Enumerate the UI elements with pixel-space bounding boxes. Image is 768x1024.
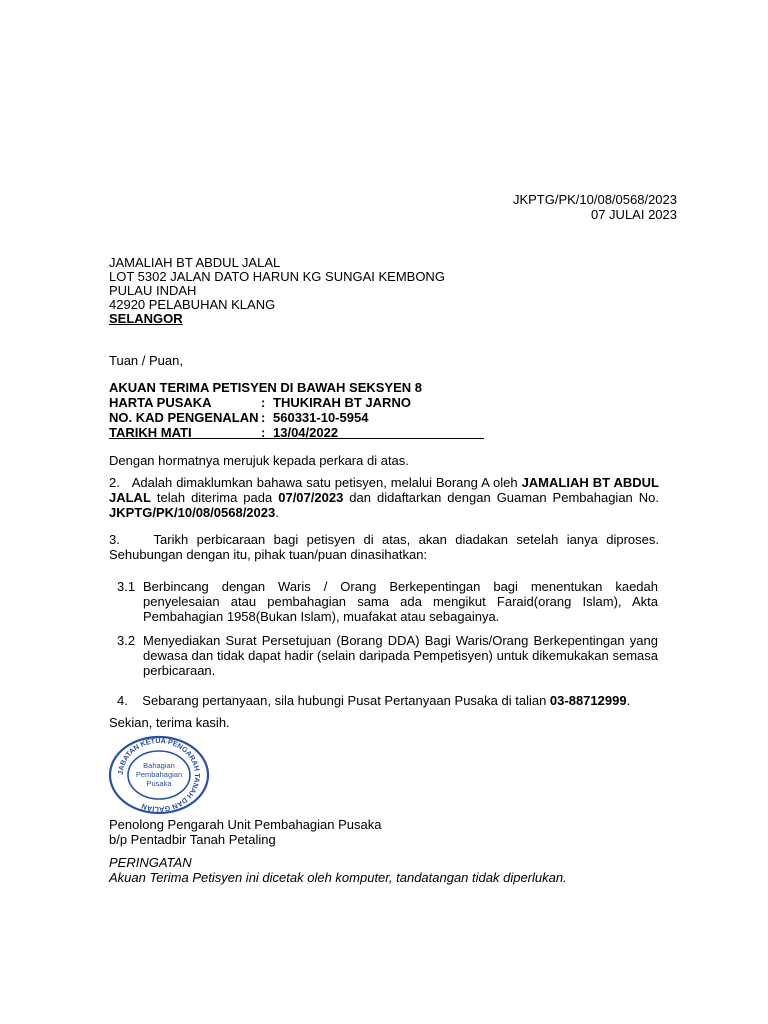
subject-colon: : xyxy=(261,410,266,425)
subject-row xyxy=(109,410,489,425)
address-line-2: PULAU INDAH xyxy=(109,283,197,298)
item-number: 3.1 xyxy=(117,579,136,594)
stamp-line-3: Pusaka xyxy=(146,779,172,788)
petitioner-name: JAMALIAH BT ABDUL JALAL xyxy=(109,475,659,505)
subject-value: THUKIRAH BT JARNO xyxy=(273,395,411,410)
paragraph-text: Adalah dimaklumkan bahawa satu petisyen, melalui Borang A oleh xyxy=(131,475,522,490)
paragraph-1: Dengan hormatnya merujuk kepada perkara di atas. xyxy=(109,453,409,468)
paragraph-text: . xyxy=(626,693,631,708)
subject-label: NO. KAD PENGENALAN xyxy=(109,410,259,425)
subject-value: 13/04/2022 xyxy=(273,425,339,440)
phone-number: 03-88712999 xyxy=(549,693,627,708)
address-line-1: LOT 5302 JALAN DATO HARUN KG SUNGAI KEMBONG xyxy=(109,269,445,284)
address-state: SELANGOR xyxy=(109,311,183,326)
paragraph-number: 4. xyxy=(117,693,128,708)
subject-label: TARIKH MATI xyxy=(109,425,192,440)
address-line-3: 42920 PELABUHAN KLANG xyxy=(109,297,276,312)
list-item xyxy=(117,633,658,678)
subject-value: 560331-10-5954 xyxy=(273,410,369,425)
paragraph-text: telah diterima pada xyxy=(150,490,279,505)
reference-number: JKPTG/PK/10/08/0568/2023 xyxy=(512,192,677,207)
reference-block xyxy=(400,192,677,222)
paragraph-text: dan didaftarkan dengan Guaman Pembahagian No. xyxy=(343,490,659,505)
subject-label: HARTA PUSAKA xyxy=(109,395,212,410)
subject-title: AKUAN TERIMA PETISYEN DI BAWAH SEKSYEN 8 xyxy=(109,380,423,395)
reminder-title: PERINGATAN xyxy=(109,855,192,870)
paragraph-number: 3. xyxy=(109,532,120,547)
subject-row xyxy=(109,395,489,410)
signature-block xyxy=(109,817,381,847)
stamp-line-1: Bahagian xyxy=(143,761,175,770)
item-number: 3.2 xyxy=(117,633,136,648)
department-stamp xyxy=(108,735,210,815)
subject-colon: : xyxy=(261,425,266,440)
item-text: Menyediakan Surat Persetujuan (Borang DDA) Bagi Waris/Orang Berkepentingan yang dewasa dan tidak dapat hadir (selain daripada Pempetisyen) untuk dikemukakan semasa perbicaraan. xyxy=(143,633,658,678)
reminder-note xyxy=(109,855,567,885)
reminder-text: Akuan Terima Petisyen ini dicetak oleh komputer, tandatangan tidak diperlukan. xyxy=(109,870,567,885)
recipient-address xyxy=(109,255,445,325)
closing-line: Sekian, terima kasih. xyxy=(109,715,230,730)
item-text: Berbincang dengan Waris / Orang Berkepentingan bagi menentukan kaedah penyelesaian atau pembahagian sama ada mengikut Faraid(orang Islam), Akta Pembahagian 1958(Bukan Islam), muafakat atau sebagainya. xyxy=(143,579,658,624)
subject-colon: : xyxy=(261,395,266,410)
stamp-ring-text: JABATAN KETUA PENGARAH TANAH DAN GALIAN xyxy=(115,735,203,815)
subject-block xyxy=(109,380,489,440)
salutation: Tuan / Puan, xyxy=(109,353,183,368)
list-item xyxy=(117,579,658,624)
received-date: 07/07/2023 xyxy=(278,490,344,505)
paragraph-4 xyxy=(117,693,630,708)
paragraph-text: . xyxy=(275,505,279,520)
paragraph-number: 2. xyxy=(109,475,120,490)
paragraph-text: Tarikh perbicaraan bagi petisyen di atas, akan diadakan setelah ianya diproses. Sehubungan dengan itu, pihak tuan/puan dinasihatkan: xyxy=(109,532,659,562)
recipient-name: JAMALIAH BT ABDUL JALAL xyxy=(109,255,281,270)
paragraph-text: Sebarang pertanyaan, sila hubungi Pusat Pertanyaan Pusaka di talian xyxy=(142,693,550,708)
letter-date: 07 JULAI 2023 xyxy=(590,207,677,222)
signatory-title: Penolong Pengarah Unit Pembahagian Pusaka xyxy=(109,817,382,832)
stamp-line-2: Pembahagian xyxy=(135,770,183,779)
subject-underline xyxy=(109,438,484,439)
case-number: JKPTG/PK/10/08/0568/2023 xyxy=(109,505,276,520)
paragraph-3 xyxy=(109,532,659,562)
signatory-office: b/p Pentadbir Tanah Petaling xyxy=(109,832,276,847)
paragraph-2 xyxy=(109,475,659,520)
